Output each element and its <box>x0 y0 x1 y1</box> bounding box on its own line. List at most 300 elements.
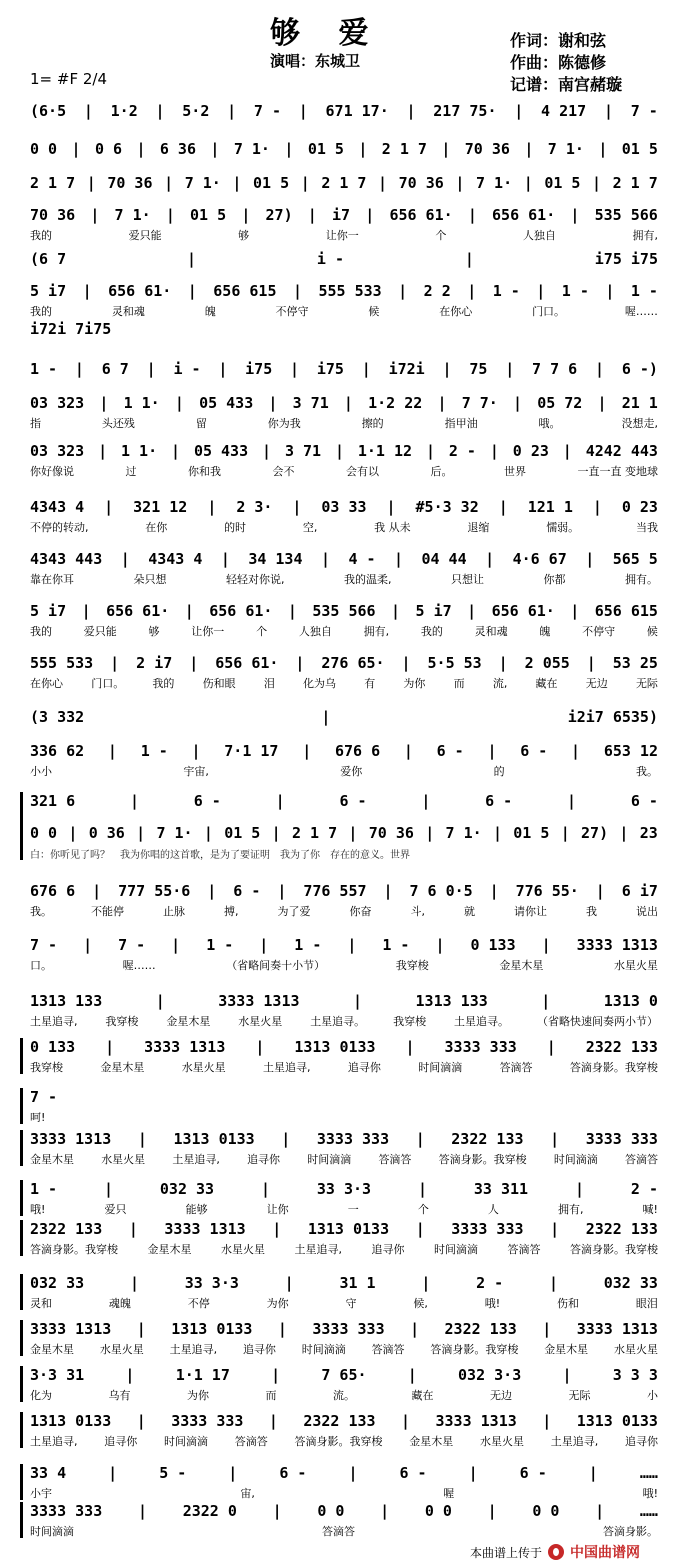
barline: | <box>598 140 608 158</box>
notation-measure: 4 217 <box>541 102 587 120</box>
lyric-word: 会有以 <box>346 465 379 478</box>
lyric-word: 我 <box>586 905 597 918</box>
notation-row <box>30 1128 658 1150</box>
barline: | <box>307 206 317 224</box>
barline: | <box>403 742 413 760</box>
lyric-word: 够 <box>238 229 250 242</box>
lyric-word: 一 <box>347 1203 359 1216</box>
lyric-word: 魄 <box>204 305 216 318</box>
lyric-word: 无际 <box>635 677 658 690</box>
lyric-word: 流。 <box>333 1389 355 1402</box>
notation-measure: 0 36 <box>88 824 125 842</box>
system-bracket <box>20 1038 23 1074</box>
barline: | <box>498 654 508 672</box>
barline: | <box>228 1464 238 1482</box>
lyric-word: 靠在你耳 <box>30 573 74 586</box>
notation-measure: 6 36 <box>159 140 196 158</box>
lyric-word: 喊! <box>642 1203 658 1216</box>
lyric-word: 我的 <box>30 625 52 638</box>
lyric-word: 流, <box>492 677 508 690</box>
notation-measure: 2322 133 <box>303 1412 376 1430</box>
barline: | <box>468 1464 478 1482</box>
notation-measure: i75 <box>245 360 273 378</box>
barline: | <box>441 140 451 158</box>
notation-measure: 33 311 <box>473 1180 529 1198</box>
lyric-word: 金星木星 <box>30 1343 74 1356</box>
notation-measure: 0 6 <box>94 140 123 158</box>
score-system <box>30 280 658 320</box>
lyric-word: 金星木星 <box>499 959 544 972</box>
notation-measure: 1 - <box>30 1180 58 1198</box>
notation-row <box>30 440 658 462</box>
score-system <box>30 204 658 244</box>
lyric-word: 水星火星 <box>480 1435 524 1448</box>
score-system <box>30 1178 658 1218</box>
lyric-word: 金星木星 <box>30 1153 74 1166</box>
lyric-word: 答滴身影。我穿梭 <box>438 1153 527 1166</box>
barline: | <box>442 360 452 378</box>
notation-measure: 032 33 <box>159 1180 215 1198</box>
barline: | <box>407 1366 417 1384</box>
lyric-word: 土星追寻, <box>169 1343 218 1356</box>
barline: | <box>586 654 596 672</box>
notation-measure: 5 i7 <box>30 602 67 620</box>
lyric-word: 时间滴滴 <box>434 1243 478 1256</box>
notation-measure: 2 2 <box>423 282 451 300</box>
barline: | <box>415 1220 425 1238</box>
score-system <box>30 934 658 974</box>
notation-measure: 3 71 <box>284 442 322 460</box>
notation-measure: 2322 0 <box>182 1502 237 1520</box>
system-bracket <box>20 1220 23 1256</box>
notation-measure: 555 533 <box>30 654 94 672</box>
lyric-word: 泪 <box>263 677 275 690</box>
lyric-word: 水星火星 <box>101 1153 146 1166</box>
notation-measure: 70 36 <box>398 174 444 192</box>
notation-measure: i - <box>173 360 201 378</box>
notation-measure: 676 6 <box>30 882 76 900</box>
barline: | <box>137 1502 147 1520</box>
score-system <box>30 548 658 588</box>
barline: | <box>232 174 242 192</box>
barline: | <box>542 1412 552 1430</box>
lyric-word: 在你 <box>145 521 168 534</box>
lyric-word: 哦。 <box>538 417 561 430</box>
barline: | <box>585 550 595 568</box>
lyric-word: 为你 <box>187 1389 209 1402</box>
notation-measure: 5·5 53 <box>427 654 482 672</box>
lyric-word: 灵和 <box>30 1297 52 1310</box>
score-system <box>30 1036 658 1076</box>
notation-measure: 1 - <box>140 742 168 760</box>
lyric-word: 喔 <box>443 1487 455 1500</box>
lyric-word: 你为我 <box>267 417 301 430</box>
notation-row <box>30 652 658 674</box>
lyric-word: 眼泪 <box>635 1297 658 1310</box>
score-system <box>30 1086 658 1126</box>
notation-measure: 01 5 <box>621 140 658 158</box>
barline: | <box>421 792 431 810</box>
lyric-word: 答滴答 <box>499 1061 533 1074</box>
notation-measure: 1313 0133 <box>171 1320 253 1338</box>
notation-measure: (6 7 <box>30 250 67 268</box>
lyric-word: 我的 <box>420 625 443 638</box>
lyric-word: 哦! <box>642 1487 658 1500</box>
lyric-word: 懦弱。 <box>546 521 580 534</box>
lyrics-row <box>30 415 658 431</box>
notation-row <box>30 740 658 762</box>
lyric-word: 伤和 <box>557 1297 580 1310</box>
lyric-word: 土星追寻。 <box>310 1015 366 1028</box>
notation-measure: 3333 333 <box>451 1220 524 1238</box>
notation-measure: 7 1· <box>184 174 221 192</box>
notation-measure: 656 61· <box>106 602 170 620</box>
lyric-word: 会不 <box>272 465 295 478</box>
notation-measure: 2322 133 <box>585 1220 658 1238</box>
notation-measure: (3 332 <box>30 708 85 726</box>
score-system <box>30 880 658 920</box>
barline: | <box>268 394 278 412</box>
notation-measure: 0 133 <box>30 1038 76 1056</box>
lyric-word: 指 <box>30 417 41 430</box>
barline: | <box>295 654 305 672</box>
notation-measure: 6 - <box>399 1464 427 1482</box>
barline: | <box>401 1412 411 1430</box>
notation-row <box>30 496 658 518</box>
notation-measure: 7 1· <box>156 824 193 842</box>
barline: | <box>136 824 146 842</box>
lyric-word: 魂魄 <box>108 1297 131 1310</box>
notation-measure: 777 55·6 <box>118 882 191 900</box>
barline: | <box>90 206 100 224</box>
barline: | <box>348 1464 358 1482</box>
lyricist-credit: 作词：谢和弦 <box>510 31 607 50</box>
notation-measure: 6 - <box>233 882 261 900</box>
lyric-word: 追寻你 <box>104 1435 138 1448</box>
lyrics-row <box>30 519 658 535</box>
notation-measure: 1313 0133 <box>30 1412 112 1430</box>
lyric-word: 不能停 <box>91 905 124 918</box>
notation-measure: 4242 443 <box>585 442 658 460</box>
notation-row <box>30 934 658 956</box>
barline: | <box>541 936 551 954</box>
notation-measure: 3333 333 <box>312 1320 385 1338</box>
barline: | <box>489 882 499 900</box>
notation-measure: 6 - <box>436 742 464 760</box>
notation-measure: 7 6 0·5 <box>409 882 473 900</box>
lyric-word: 不停守 <box>582 625 616 638</box>
notation-measure: 3333 333 <box>30 1502 103 1520</box>
notation-measure: 2322 133 <box>585 1038 658 1056</box>
lyric-word: 世界 <box>504 465 526 478</box>
lyric-word: 小宇 <box>30 1487 52 1500</box>
notation-measure: 656 61· <box>108 282 172 300</box>
lyric-word: 土星追寻, <box>263 1061 311 1074</box>
notation-measure: i72i <box>388 360 425 378</box>
lyric-word: 化为 <box>30 1389 52 1402</box>
lyric-word: 呵! <box>30 1111 46 1124</box>
lyric-word: 个 <box>417 1203 429 1216</box>
notation-measure: 1 1· <box>121 442 158 460</box>
lyric-word: 让你一 <box>325 229 359 242</box>
lyric-word: 小 <box>647 1389 658 1402</box>
system-bracket <box>20 1320 23 1356</box>
barline: | <box>550 1130 560 1148</box>
notation-measure: 2 - <box>630 1180 658 1198</box>
lyric-word: 我的温柔, <box>344 573 392 586</box>
lyric-word: 土星追寻。 <box>454 1015 510 1028</box>
barline: | <box>203 824 213 842</box>
lyric-word: 哦! <box>484 1297 501 1310</box>
notation-measure: 6 - <box>519 1464 547 1482</box>
barline: | <box>570 206 580 224</box>
lyric-word: 我。 <box>636 765 658 778</box>
lyric-word: 答滴答 <box>625 1153 658 1166</box>
notation-measure: 2 1 7 <box>30 174 76 192</box>
lyric-word: 头还残 <box>101 417 135 430</box>
score-system <box>30 1218 658 1258</box>
barline: | <box>125 1366 135 1384</box>
barline: | <box>103 1180 114 1198</box>
lyric-word: 爱只 <box>104 1203 127 1216</box>
notation-measure: 7 65· <box>321 1366 367 1384</box>
notation-measure: 0 0 <box>30 140 58 158</box>
lyrics-row <box>30 903 658 919</box>
score-system <box>30 440 658 480</box>
lyric-word: 不停 <box>187 1297 210 1310</box>
notation-measure: 4343 443 <box>30 550 103 568</box>
notation-measure: 3333 333 <box>171 1412 244 1430</box>
notation-measure: 2 1 7 <box>381 140 427 158</box>
score-system <box>30 1128 658 1168</box>
lyric-word: 小小 <box>30 765 52 778</box>
lyric-word: 我 从未 <box>374 521 411 534</box>
barline: | <box>287 602 297 620</box>
lyric-word: 我穿梭 <box>393 1015 427 1028</box>
barline: | <box>421 1274 431 1292</box>
barline: | <box>255 1038 265 1056</box>
notation-measure: 656 61· <box>492 206 556 224</box>
lyric-word: 爱只能 <box>128 229 162 242</box>
lyric-word: 追寻你 <box>347 1061 381 1074</box>
lyric-word: 答滴身影。 <box>603 1525 658 1538</box>
notation-measure: 535 566 <box>312 602 376 620</box>
barline: | <box>210 140 220 158</box>
notation-measure: 0 0 <box>424 1502 452 1520</box>
notation-row <box>30 1410 658 1432</box>
lyric-word: 就 <box>464 905 475 918</box>
barline: | <box>560 824 570 842</box>
lyric-word: 答滴身影。我穿梭 <box>430 1343 519 1356</box>
lyric-word: 不停守 <box>275 305 309 318</box>
barline: | <box>378 174 388 192</box>
barline: | <box>81 602 91 620</box>
lyrics-row <box>30 1201 658 1217</box>
lyric-word: 水星火星 <box>238 1015 283 1028</box>
barline: | <box>464 250 474 268</box>
barline: | <box>171 936 181 954</box>
barline: | <box>437 394 447 412</box>
lyric-word: 时间滴滴 <box>30 1525 74 1538</box>
notation-measure: i7 <box>332 206 351 224</box>
notation-measure: 3333 333 <box>444 1038 517 1056</box>
score-system <box>30 990 658 1030</box>
lyrics-row <box>30 1485 658 1501</box>
lyric-word: 门口。 <box>532 305 566 318</box>
notation-measure: 671 17· <box>325 102 389 120</box>
notation-measure: 6 - <box>485 792 513 810</box>
lyric-word: 为你 <box>403 677 426 690</box>
notation-measure: 2 - <box>448 442 476 460</box>
notation-row <box>30 990 658 1012</box>
notation-measure: 1313 0133 <box>294 1038 376 1056</box>
barline: | <box>467 206 477 224</box>
lyric-word: 水星火星 <box>614 1343 658 1356</box>
system-bracket <box>20 1130 23 1166</box>
barline: | <box>348 824 358 842</box>
barline: | <box>425 824 435 842</box>
notation-measure: 75 <box>469 360 488 378</box>
notation-measure: 27) <box>581 824 609 842</box>
notation-row <box>30 1272 658 1294</box>
barline: | <box>595 882 605 900</box>
lyric-word: 我穿梭 <box>395 959 429 972</box>
notation-row <box>30 1318 658 1340</box>
lyrics-row <box>30 1151 658 1167</box>
score-system <box>30 652 658 692</box>
lyric-word: 拥有, <box>363 625 390 638</box>
notation-measure: 321 6 <box>30 792 76 810</box>
notation-row <box>30 248 658 270</box>
notation-measure: 5 i7 <box>30 282 67 300</box>
notation-measure: 03 33 <box>321 498 367 516</box>
notation-measure: 05 433 <box>199 394 254 412</box>
notation-row <box>30 1036 658 1058</box>
lyric-word: 你和我 <box>188 465 221 478</box>
lyric-word: 我的 <box>30 229 52 242</box>
notation-measure: 6 - <box>193 792 221 810</box>
notation-measure: 535 566 <box>594 206 658 224</box>
singer-credit: 演唱：东城卫 <box>270 52 361 70</box>
lyric-word: 在你心 <box>439 305 473 318</box>
lyric-word: 追寻你 <box>242 1343 276 1356</box>
notation-measure: 0 23 <box>621 498 658 516</box>
lyric-word: 你奋 <box>349 905 372 918</box>
notation-measure: 70 36 <box>30 206 76 224</box>
barline: | <box>512 394 523 412</box>
lyric-word: 过 <box>125 465 137 478</box>
barline: | <box>592 174 602 192</box>
notation-measure: 2 - <box>476 1274 504 1292</box>
notation-measure: …… <box>639 1464 658 1482</box>
barline: | <box>146 360 156 378</box>
notation-measure: 3333 1313 <box>435 1412 517 1430</box>
barline: | <box>487 742 497 760</box>
barline: | <box>417 1180 428 1198</box>
lyric-word: 拥有。 <box>625 573 658 586</box>
barline: | <box>570 602 580 620</box>
lyric-word: 答滴答 <box>322 1525 355 1538</box>
barline: | <box>275 792 285 810</box>
lyric-word: 让你一 <box>191 625 225 638</box>
notation-measure: 3333 333 <box>585 1130 658 1148</box>
lyrics-row <box>30 1109 658 1125</box>
lyric-word: 后。 <box>430 465 453 478</box>
lyric-word: 宇宙, <box>183 765 209 778</box>
barline: | <box>281 1130 291 1148</box>
notation-measure: 1·1 12 <box>357 442 413 460</box>
notation-measure: 1313 133 <box>415 992 488 1010</box>
barline: | <box>455 174 465 192</box>
barline: | <box>523 174 533 192</box>
barline: | <box>302 742 312 760</box>
site-logo-text: 中国曲谱网 <box>570 1545 641 1561</box>
barline: | <box>284 140 294 158</box>
notation-measure: 1313 0133 <box>173 1130 255 1148</box>
song-title: 够 爱 <box>270 16 383 51</box>
barline: | <box>343 394 353 412</box>
barline: | <box>83 936 93 954</box>
lyric-word: 的 <box>493 765 505 778</box>
system-bracket <box>20 1464 23 1500</box>
barline: | <box>128 1220 138 1238</box>
lyric-word: 没想走, <box>621 417 658 430</box>
notation-row <box>30 822 658 844</box>
lyric-word: 藏在 <box>535 677 558 690</box>
lyric-word: 哦! <box>30 1203 46 1216</box>
notation-row <box>30 280 658 302</box>
notation-measure: 656 615 <box>213 282 277 300</box>
notation-measure: 032 33 <box>30 1274 85 1292</box>
notation-measure: 7 - <box>30 936 58 954</box>
notation-measure: 336 62 <box>30 742 85 760</box>
barline: | <box>562 1366 572 1384</box>
lyrics-row <box>30 763 658 779</box>
barline: | <box>207 498 217 516</box>
lyrics-row <box>30 1387 658 1403</box>
lyric-word: 答滴答 <box>378 1153 412 1166</box>
lyric-word: 止脉 <box>163 905 185 918</box>
notation-measure: 7 1· <box>476 174 513 192</box>
barline: | <box>187 282 197 300</box>
lyrics-row <box>30 227 658 243</box>
lyrics-row <box>30 463 658 479</box>
lyric-word: 我。 <box>30 905 52 918</box>
lyric-word: 候, <box>413 1297 428 1310</box>
notation-measure: 2 1 7 <box>321 174 367 192</box>
barline: | <box>292 282 302 300</box>
notation-measure: 7 1· <box>547 140 584 158</box>
score-system <box>30 1272 658 1312</box>
barline: | <box>259 936 269 954</box>
notation-measure: 3333 1313 <box>164 1220 246 1238</box>
notation-measure: 121 1 <box>527 498 573 516</box>
notation-measure: 27) <box>265 206 293 224</box>
notation-measure: 4343 4 <box>148 550 203 568</box>
notation-measure: 01 5 <box>513 824 550 842</box>
lyric-word: 喔…… <box>624 305 658 318</box>
notation-row <box>30 1364 658 1386</box>
notation-measure: 7 - <box>30 1088 58 1106</box>
lyric-word: 答滴身影。我穿梭 <box>569 1061 658 1074</box>
lyric-word: 金星木星 <box>100 1061 145 1074</box>
barline: | <box>415 1130 425 1148</box>
notation-measure: 3 71 <box>292 394 329 412</box>
notation-measure: 0 133 <box>470 936 516 954</box>
notation-row <box>30 100 658 122</box>
lyric-word: 你好像说 <box>30 465 74 478</box>
lyric-word: 答滴答 <box>234 1435 268 1448</box>
